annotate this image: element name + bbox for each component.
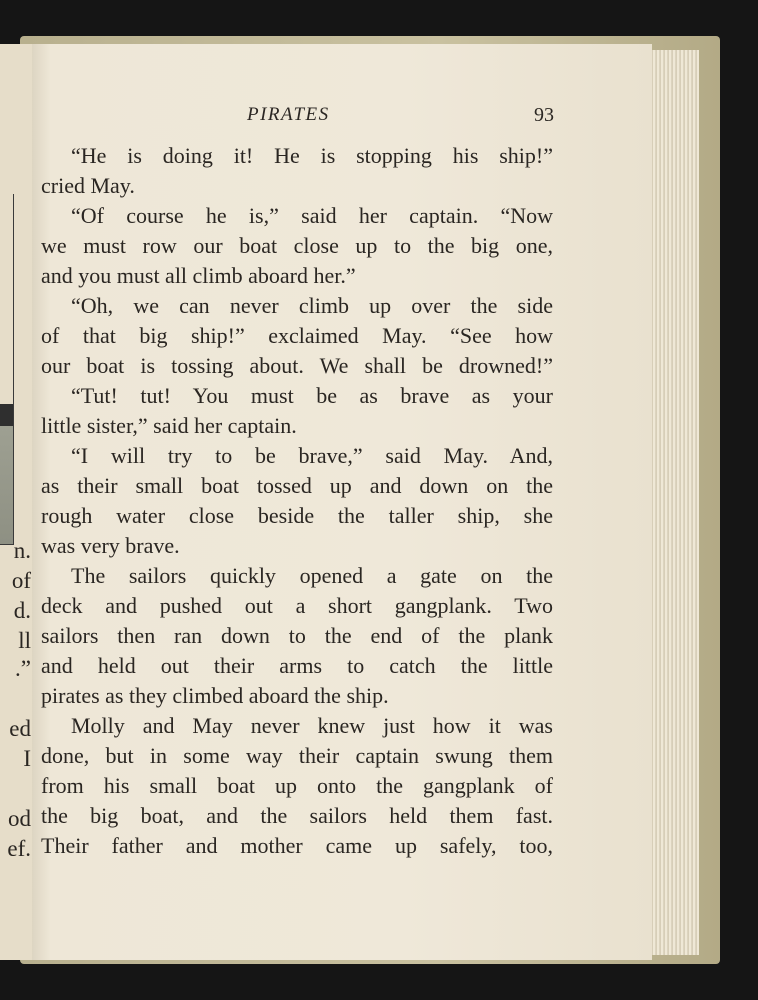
illustration-shading xyxy=(0,426,13,544)
prev-page-fragment: .” xyxy=(15,656,31,681)
text-line: “Of course he is,” said her captain. “Now xyxy=(71,203,553,228)
page-edges xyxy=(648,50,699,955)
text-line: and held out their arms to catch the little xyxy=(41,653,553,678)
text-line: The sailors quickly opened a gate on the xyxy=(71,563,553,588)
text-line: the big boat, and the sailors held them fast. xyxy=(41,803,553,828)
text-line: and you must all climb aboard her.” xyxy=(41,263,356,288)
prev-page-fragment: n. xyxy=(13,538,31,563)
text-line: as their small boat tossed up and down on the xyxy=(41,473,553,498)
text-line: cried May. xyxy=(41,173,135,198)
prev-page-fragment: ll xyxy=(18,628,31,653)
prev-page-fragment: of xyxy=(11,568,31,593)
prev-page-fragment: od xyxy=(8,806,31,831)
text-line: of that big ship!” exclaimed May. “See how xyxy=(41,323,553,348)
text-line: Molly and May never knew just how it was xyxy=(71,713,553,738)
text-line: our boat is tossing about. We shall be drowned!” xyxy=(41,353,553,378)
text-line: “I will try to be brave,” said May. And, xyxy=(71,443,553,468)
text-line: “Tut! tut! You must be as brave as your xyxy=(71,383,553,408)
prev-page-fragment: I xyxy=(23,746,31,771)
prev-page-fragment: ed xyxy=(9,716,31,741)
text-line: pirates as they climbed aboard the ship. xyxy=(41,683,389,708)
running-title: PIRATES xyxy=(247,104,330,125)
text-line: little sister,” said her captain. xyxy=(41,413,297,438)
previous-page-illustration xyxy=(0,194,14,545)
text-line: sailors then ran down to the end of the plank xyxy=(41,623,553,648)
text-line: from his small boat up onto the gangplank of xyxy=(41,773,553,798)
text-line: we must row our boat close up to the big one, xyxy=(41,233,553,258)
prev-page-fragment: ef. xyxy=(7,836,31,861)
text-line: was very brave. xyxy=(41,533,180,558)
text-line: rough water close beside the taller ship, she xyxy=(41,503,553,528)
page-number: 93 xyxy=(534,104,554,126)
text-line: done, but in some way their captain swung them xyxy=(41,743,553,768)
illustration-dark-band xyxy=(0,404,13,426)
prev-page-fragment: d. xyxy=(13,598,31,623)
text-line: deck and pushed out a short gangplank. Two xyxy=(41,593,553,618)
text-line: “He is doing it! He is stopping his ship!” xyxy=(71,143,553,168)
previous-page-edge xyxy=(0,44,36,960)
text-line: “Oh, we can never climb up over the side xyxy=(71,293,553,318)
text-line: Their father and mother came up safely, too, xyxy=(41,833,553,858)
